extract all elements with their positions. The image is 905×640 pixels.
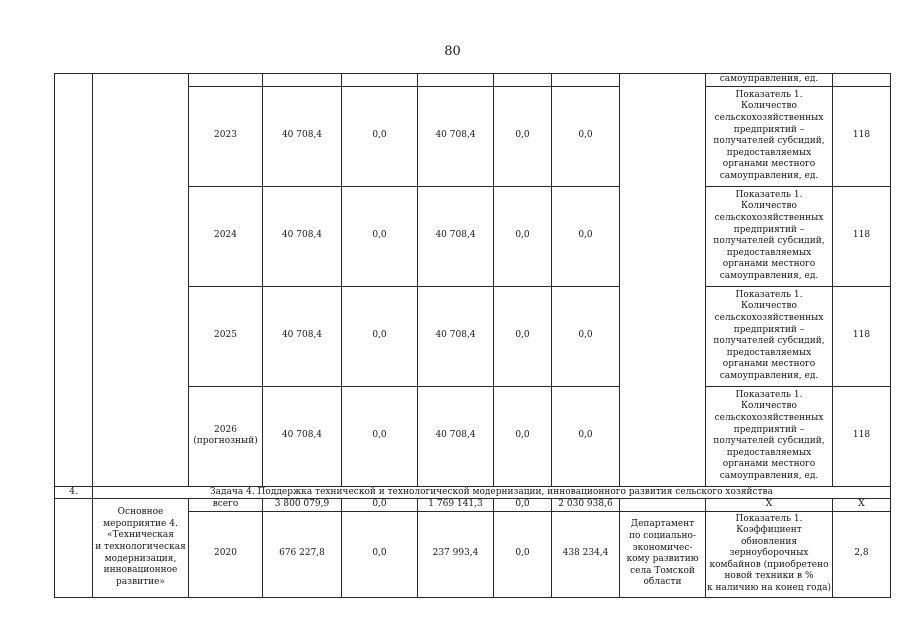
value-cell: 118 — [833, 186, 891, 286]
indicator-cell: Х — [706, 499, 833, 512]
task-title: Задача 4. Поддержка технической и технологической модернизации, инновационного развития сельского хозяйства — [93, 486, 891, 499]
task-row — [55, 486, 891, 499]
page-number: 80 — [444, 44, 461, 59]
value-cell: 2,8 — [833, 511, 891, 597]
extra-cell: 0,0 — [552, 186, 620, 286]
federal-cell: 0,0 — [342, 386, 418, 486]
year-cell — [189, 74, 263, 87]
federal-cell: 0,0 — [342, 499, 418, 512]
value-cell: 118 — [833, 386, 891, 486]
extra-cell — [552, 74, 620, 87]
local-cell: 0,0 — [494, 511, 552, 597]
total-cell: 40 708,4 — [263, 386, 342, 486]
year-cell: 2026 (прогнозный) — [189, 386, 263, 486]
task-number: 4. — [55, 486, 93, 499]
value-cell: Х — [833, 499, 891, 512]
local-cell: 0,0 — [494, 386, 552, 486]
year-cell: 2024 — [189, 186, 263, 286]
budget-table — [54, 73, 891, 598]
regional-cell: 237 993,4 — [418, 511, 494, 597]
local-cell: 0,0 — [494, 286, 552, 386]
table-row — [55, 74, 891, 87]
local-cell: 0,0 — [494, 186, 552, 286]
total-cell: 40 708,4 — [263, 286, 342, 386]
indicator-cell: Показатель 1. Количество сельскохозяйственных предприятий – получателей субсидий, предоставляемых органами местного самоуправления, ед. — [706, 86, 833, 186]
federal-cell: 0,0 — [342, 86, 418, 186]
local-cell: 0,0 — [494, 499, 552, 512]
regional-cell: 40 708,4 — [418, 286, 494, 386]
federal-cell: 0,0 — [342, 186, 418, 286]
number-cell — [55, 499, 93, 598]
extra-cell: 0,0 — [552, 386, 620, 486]
measure-name: Основное мероприятие 4. «Техническая и технологическая модернизация, инновационное развитие» — [93, 499, 189, 598]
extra-cell: 438 234,4 — [552, 511, 620, 597]
federal-cell: 0,0 — [342, 286, 418, 386]
total-cell: 3 800 079,9 — [263, 499, 342, 512]
indicator-cell: Показатель 1. Количество сельскохозяйственных предприятий – получателей субсидий, предоставляемых органами местного самоуправления, ед. — [706, 386, 833, 486]
table-row — [55, 499, 891, 512]
total-cell: 40 708,4 — [263, 86, 342, 186]
regional-cell: 1 769 141,3 — [418, 499, 494, 512]
year-cell: всего — [189, 499, 263, 512]
value-cell: 118 — [833, 86, 891, 186]
executor-cell — [620, 74, 706, 487]
indicator-cell: Показатель 1. Количество сельскохозяйственных предприятий – получателей субсидий, предоставляемых органами местного самоуправления, ед. — [706, 186, 833, 286]
extra-cell: 0,0 — [552, 286, 620, 386]
year-cell: 2023 — [189, 86, 263, 186]
local-cell — [494, 74, 552, 87]
indicator-cell: Показатель 1. Количество сельскохозяйственных предприятий – получателей субсидий, предоставляемых органами местного самоуправления, ед. — [706, 286, 833, 386]
year-cell: 2020 — [189, 511, 263, 597]
total-cell — [263, 74, 342, 87]
federal-cell — [342, 74, 418, 87]
regional-cell: 40 708,4 — [418, 186, 494, 286]
indicator-cell: Показатель 1. Коэффициент обновления зерноуборочных комбайнов (приобретено новой техники в % к наличию на конец года) — [706, 511, 833, 597]
extra-cell: 2 030 938,6 — [552, 499, 620, 512]
extra-cell: 0,0 — [552, 86, 620, 186]
regional-cell: 40 708,4 — [418, 386, 494, 486]
local-cell: 0,0 — [494, 86, 552, 186]
number-cell — [55, 74, 93, 487]
executor-cell: Департамент по социально- экономичес- кому развитию села Томской области — [620, 511, 706, 597]
regional-cell: 40 708,4 — [418, 86, 494, 186]
executor-cell — [620, 499, 706, 512]
indicator-cell: самоуправления, ед. — [706, 74, 833, 87]
total-cell: 676 227,8 — [263, 511, 342, 597]
name-cell — [93, 74, 189, 487]
total-cell: 40 708,4 — [263, 186, 342, 286]
value-cell — [833, 74, 891, 87]
regional-cell — [418, 74, 494, 87]
year-cell: 2025 — [189, 286, 263, 386]
federal-cell: 0,0 — [342, 511, 418, 597]
value-cell: 118 — [833, 286, 891, 386]
